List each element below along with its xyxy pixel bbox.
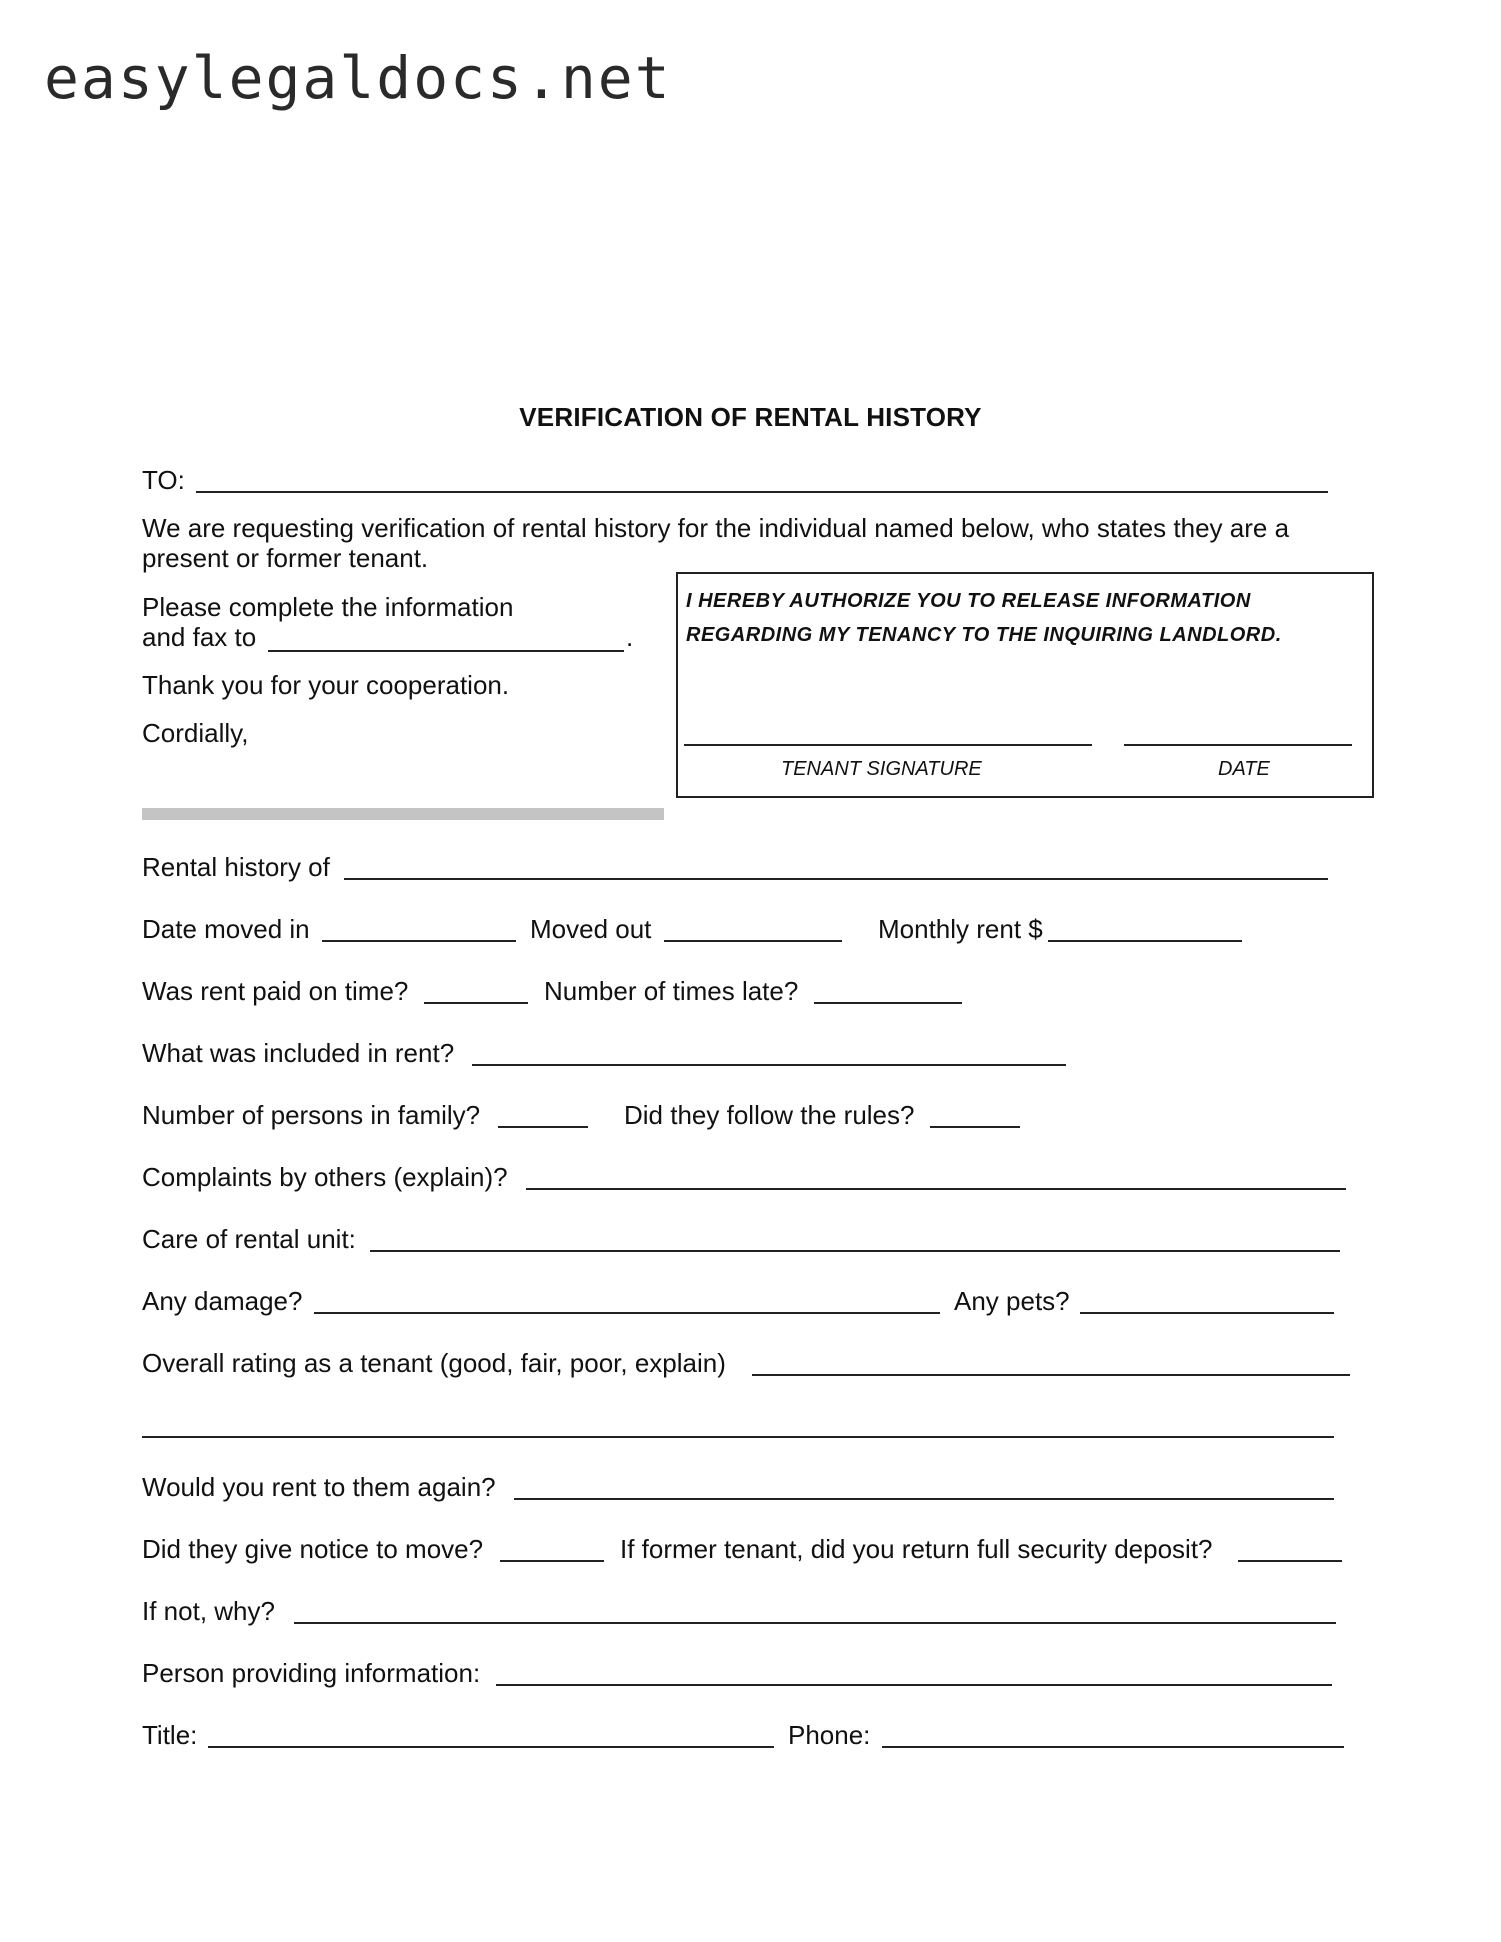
follow-rules-label: Did they follow the rules? xyxy=(624,1100,915,1130)
rent-again-field[interactable] xyxy=(514,1498,1334,1500)
monthly-rent-label: Monthly rent $ xyxy=(878,914,1043,944)
authorization-box xyxy=(676,572,1374,798)
watermark-text: easylegaldocs.net xyxy=(44,44,672,112)
date-moved-in-label: Date moved in xyxy=(142,914,310,944)
section-divider xyxy=(142,808,664,820)
phone-label: Phone: xyxy=(788,1720,871,1750)
included-in-rent-field[interactable] xyxy=(472,1064,1066,1066)
care-of-unit-field[interactable] xyxy=(370,1250,1340,1252)
care-of-unit-label: Care of rental unit: xyxy=(142,1224,356,1254)
date-caption: DATE xyxy=(1218,758,1270,780)
if-not-why-label: If not, why? xyxy=(142,1596,275,1626)
any-pets-field[interactable] xyxy=(1080,1312,1334,1314)
moved-out-field[interactable] xyxy=(664,940,842,942)
authorization-line1: I HEREBY AUTHORIZE YOU TO RELEASE INFORMATION xyxy=(686,590,1251,612)
tenant-signature-field[interactable] xyxy=(684,744,1092,746)
if-not-why-field[interactable] xyxy=(294,1622,1336,1624)
persons-in-family-field[interactable] xyxy=(498,1126,588,1128)
any-damage-field[interactable] xyxy=(314,1312,940,1314)
authorization-line2: REGARDING MY TENANCY TO THE INQUIRING LANDLORD. xyxy=(686,624,1282,646)
title-field[interactable] xyxy=(208,1746,774,1748)
fax-number-field[interactable] xyxy=(268,650,624,652)
returned-deposit-field[interactable] xyxy=(1238,1560,1342,1562)
follow-rules-field[interactable] xyxy=(930,1126,1020,1128)
moved-out-label: Moved out xyxy=(530,914,652,944)
form-title: VERIFICATION OF RENTAL HISTORY xyxy=(519,402,982,432)
overall-rating-continuation-field[interactable] xyxy=(142,1436,1334,1438)
any-pets-label: Any pets? xyxy=(954,1286,1070,1316)
rent-again-label: Would you rent to them again? xyxy=(142,1472,496,1502)
complaints-field[interactable] xyxy=(526,1188,1346,1190)
to-label: TO: xyxy=(142,465,185,495)
times-late-label: Number of times late? xyxy=(544,976,799,1006)
rent-on-time-field[interactable] xyxy=(424,1002,528,1004)
fax-label: and fax to xyxy=(142,622,257,652)
thanks-text: Thank you for your cooperation. xyxy=(142,670,510,700)
overall-rating-field[interactable] xyxy=(752,1374,1350,1376)
phone-field[interactable] xyxy=(882,1746,1344,1748)
gave-notice-label: Did they give notice to move? xyxy=(142,1534,484,1564)
fax-period: . xyxy=(626,622,634,652)
rental-history-label: Rental history of xyxy=(142,852,330,882)
please-complete-text: Please complete the information xyxy=(142,592,514,622)
any-damage-label: Any damage? xyxy=(142,1286,303,1316)
gave-notice-field[interactable] xyxy=(500,1560,604,1562)
rental-history-field[interactable] xyxy=(344,878,1328,880)
included-in-rent-label: What was included in rent? xyxy=(142,1038,455,1068)
closing-text: Cordially, xyxy=(142,718,249,748)
returned-deposit-label: If former tenant, did you return full security deposit? xyxy=(620,1534,1213,1564)
tenant-date-field[interactable] xyxy=(1124,744,1352,746)
persons-in-family-label: Number of persons in family? xyxy=(142,1100,481,1130)
title-label: Title: xyxy=(142,1720,198,1750)
date-moved-in-field[interactable] xyxy=(322,940,516,942)
tenant-signature-caption: TENANT SIGNATURE xyxy=(781,758,982,780)
person-providing-field[interactable] xyxy=(496,1684,1332,1686)
rent-on-time-label: Was rent paid on time? xyxy=(142,976,409,1006)
complaints-label: Complaints by others (explain)? xyxy=(142,1162,508,1192)
monthly-rent-field[interactable] xyxy=(1048,940,1242,942)
intro-text-line2: present or former tenant. xyxy=(142,543,429,573)
to-field[interactable] xyxy=(196,491,1328,493)
times-late-field[interactable] xyxy=(814,1002,962,1004)
person-providing-label: Person providing information: xyxy=(142,1658,481,1688)
intro-text-line1: We are requesting verification of rental history for the individual named below, who states they are a xyxy=(142,513,1290,543)
overall-rating-label: Overall rating as a tenant (good, fair, poor, explain) xyxy=(142,1348,726,1378)
